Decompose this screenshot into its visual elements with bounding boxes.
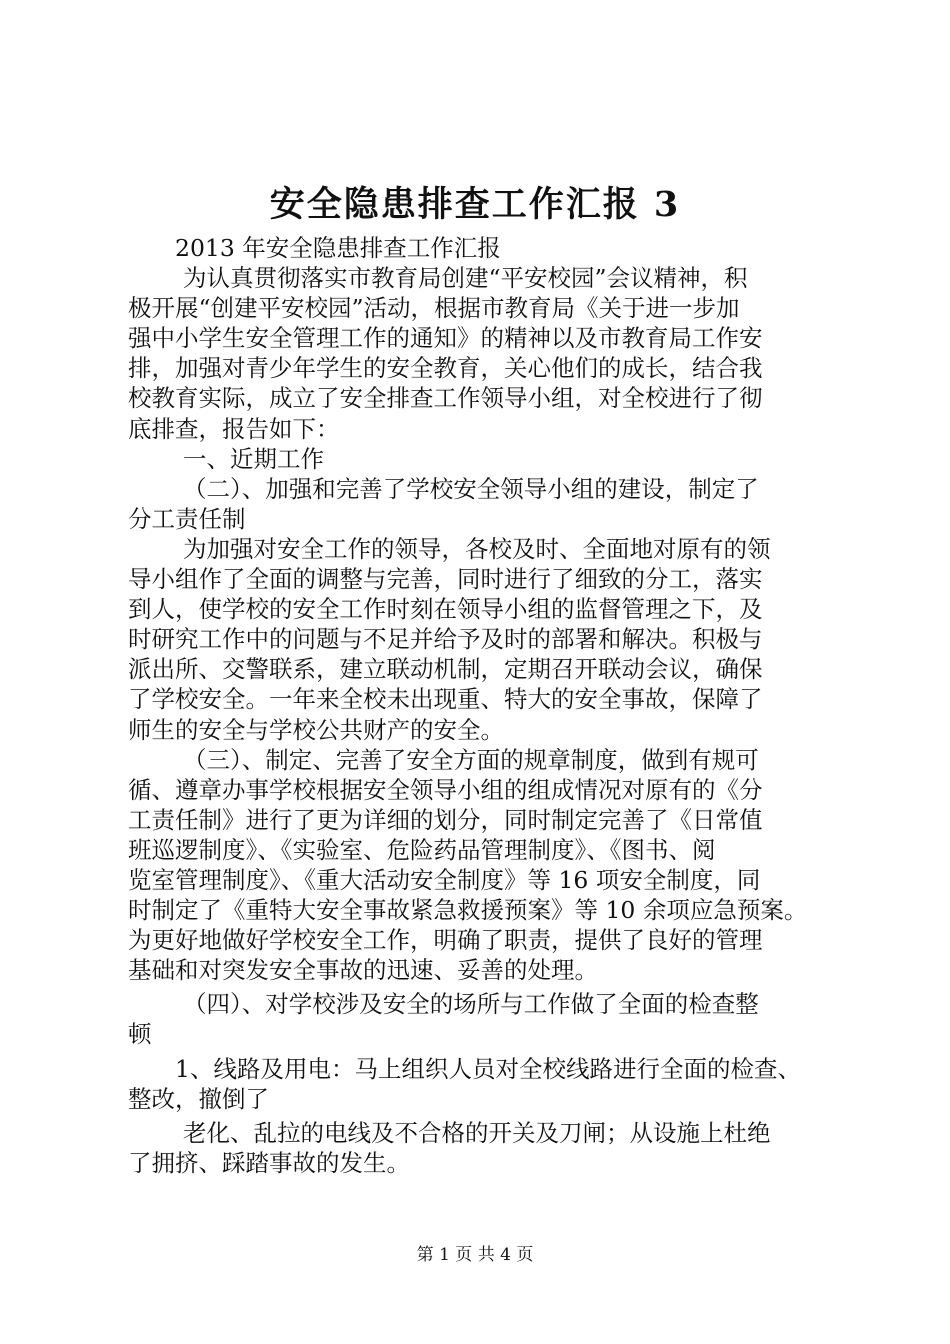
paragraph-line: 为加强对安全工作的领导，各校及时、全面地对原有的领	[183, 534, 771, 563]
paragraph-line: 导小组作了全面的调整与完善，同时进行了细致的分工，落实	[128, 565, 763, 594]
subsection-heading: （四）、对学校涉及安全的场所与工作做了全面的检查整	[183, 990, 759, 1019]
paragraph-line: 排，加强对青少年学生的安全教育，关心他们的成长，结合我	[128, 354, 763, 383]
paragraph-line: 时制定了《重特大安全事故紧急救援预案》等 10 余项应急预案。	[128, 896, 808, 925]
page-footer: 第 1 页 共 4 页	[416, 1245, 534, 1265]
paragraph-line: 到人，使学校的安全工作时刻在领导小组的监督管理之下，及	[128, 595, 763, 624]
paragraph-line: 基础和对突发安全事故的迅速、妥善的处理。	[128, 956, 598, 985]
section-heading: 一、近期工作	[183, 444, 324, 473]
paragraph-line: 了学校安全。一年来全校未出现重、特大的安全事故，保障了	[128, 685, 763, 714]
subtitle-line: 2013 年安全隐患排查工作汇报	[175, 234, 501, 262]
paragraph-line: 强中小学生安全管理工作的通知》的精神以及市教育局工作安	[128, 324, 763, 353]
list-item-cont: 整改，撤倒了	[128, 1084, 269, 1113]
paragraph-line: 循、遵章办事学校根据安全领导小组的组成情况对原有的《分	[128, 775, 763, 804]
paragraph-line: 为认真贯彻落实市教育局创建“平安校园”会议精神，积	[183, 264, 748, 293]
paragraph-line: 极开展“创建平安校园”活动，根据市教育局《关于进一步加	[128, 294, 740, 323]
paragraph-line: 校教育实际，成立了安全排查工作领导小组，对全校进行了彻	[128, 384, 763, 413]
subsection-heading: （二）、加强和完善了学校安全领导小组的建设，制定了	[183, 474, 759, 503]
document-title: 安全隐患排查工作汇报 3	[269, 184, 681, 225]
paragraph-line: 览室管理制度》、《重大活动安全制度》等 16 项安全制度，同	[128, 865, 761, 894]
paragraph-line: 底排查，报告如下：	[128, 414, 340, 443]
document-body	[128, 233, 840, 1178]
list-item: 1、线路及用电：马上组织人员对全校线路进行全面的检查、	[175, 1054, 801, 1083]
paragraph-line: 派出所、交警联系，建立联动机制，定期召开联动会议，确保	[128, 655, 763, 684]
paragraph-line: 班巡逻制度》、《实验室、危险药品管理制度》、《图书、阅	[128, 835, 716, 864]
paragraph-line: 为更好地做好学校安全工作，明确了职责，提供了良好的管理	[128, 926, 763, 955]
paragraph-line: 时研究工作中的问题与不足并给予及时的部署和解决。积极与	[128, 625, 763, 654]
subsection-heading-cont: 顿	[128, 1020, 152, 1049]
paragraph-line: 师生的安全与学校公共财产的安全。	[128, 715, 504, 744]
subsection-heading: （三）、制定、完善了安全方面的规章制度，做到有规可	[183, 745, 759, 774]
paragraph-line: 工责任制》进行了更为详细的划分，同时制定完善了《日常值	[128, 805, 763, 834]
subsection-heading-cont: 分工责任制	[128, 504, 246, 533]
paragraph-line: 了拥挤、踩踏事故的发生。	[128, 1148, 410, 1177]
paragraph-line: 老化、乱拉的电线及不合格的开关及刀闸；从设施上杜绝	[183, 1118, 771, 1147]
